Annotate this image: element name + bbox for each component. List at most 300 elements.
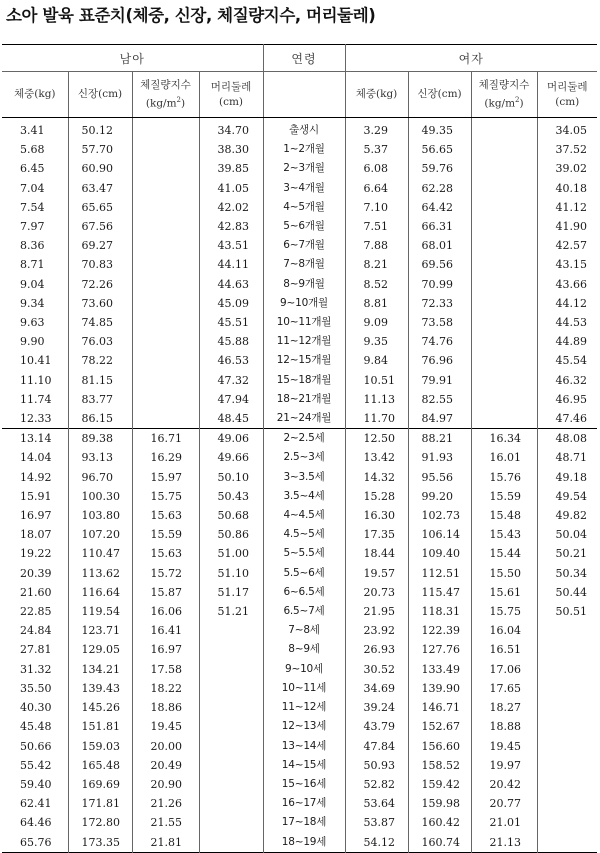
male-bmi-cell: 18.86 [132,698,199,717]
female-height-cell: 70.99 [408,275,471,294]
age-cell: 17~18세 [263,813,345,832]
male-weight-cell: 19.22 [2,544,68,563]
table-row [2,371,597,390]
male-weight-cell: 14.92 [2,468,68,487]
table-row [2,564,597,583]
female-height-cell: 109.40 [408,544,471,563]
female-height-cell: 112.51 [408,564,471,583]
table-row [2,313,597,332]
female-bmi-cell: 18.27 [471,698,537,717]
male-height-cell: 110.47 [68,544,132,563]
male-weight-cell: 3.41 [2,118,68,141]
male-weight-cell: 9.90 [2,332,68,351]
age-cell: 9~10개월 [263,294,345,313]
age-cell: 6~7개월 [263,236,345,255]
male-weight-cell: 27.81 [2,640,68,659]
female-weight-cell: 20.73 [345,583,408,602]
male-head-circumference-cell: 51.10 [199,564,263,583]
age-cell: 10~11세 [263,679,345,698]
male-height-cell: 81.15 [68,371,132,390]
male-weight-cell: 7.54 [2,198,68,217]
male-weight-cell: 13.14 [2,429,68,449]
female-bmi-cell: 15.75 [471,602,537,621]
table-row [2,140,597,159]
table-row [2,275,597,294]
male-weight-cell: 11.10 [2,371,68,390]
female-weight-cell: 16.30 [345,506,408,525]
female-weight-cell: 21.95 [345,602,408,621]
female-weight-cell: 18.44 [345,544,408,563]
male-bmi-cell [132,198,199,217]
female-height-cell: 82.55 [408,390,471,409]
female-head-circumference-cell [537,813,597,832]
age-cell: 11~12세 [263,698,345,717]
male-bmi-cell [132,390,199,409]
male-bmi-cell [132,371,199,390]
female-weight-cell: 47.84 [345,737,408,756]
female-head-circumference-cell: 43.15 [537,255,597,274]
male-height-cell: 134.21 [68,660,132,679]
male-weight-cell: 7.97 [2,217,68,236]
male-head-circumference-cell [199,756,263,775]
male-height-cell: 116.64 [68,583,132,602]
male-bmi-cell [132,159,199,178]
age-cell: 12~13세 [263,717,345,736]
female-bmi-cell: 19.45 [471,737,537,756]
table-row [2,583,597,602]
male-head-circumference-cell [199,794,263,813]
female-head-circumference-cell: 48.08 [537,429,597,449]
female-height-cell: 56.65 [408,140,471,159]
male-bmi-cell: 16.97 [132,640,199,659]
female-bmi-cell [471,118,537,141]
male-bmi-cell [132,275,199,294]
female-height-cell: 133.49 [408,660,471,679]
age-cell: 5.5~6세 [263,564,345,583]
male-bmi-cell: 16.29 [132,448,199,467]
male-head-circumference-cell [199,833,263,853]
female-weight-cell: 3.29 [345,118,408,141]
female-bmi-cell [471,371,537,390]
female-head-circumference-cell: 44.89 [537,332,597,351]
female-bmi-cell: 16.34 [471,429,537,449]
table-row [2,179,597,198]
female-height-cell: 69.56 [408,255,471,274]
female-height-cell: 160.74 [408,833,471,853]
table-row [2,640,597,659]
female-bmi-cell [471,236,537,255]
age-cell: 1~2개월 [263,140,345,159]
male-bmi-cell: 16.06 [132,602,199,621]
male-weight-cell: 10.41 [2,351,68,370]
female-head-circumference-cell [537,679,597,698]
female-weight-cell: 5.37 [345,140,408,159]
male-height-cell: 89.38 [68,429,132,449]
female-height-cell: 118.31 [408,602,471,621]
male-height-cell: 78.22 [68,351,132,370]
female-head-circumference-cell: 50.04 [537,525,597,544]
table-row [2,506,597,525]
male-bmi-cell: 15.59 [132,525,199,544]
male-head-circumference-cell [199,698,263,717]
male-height-cell: 69.27 [68,236,132,255]
female-bmi-cell [471,159,537,178]
female-bmi-cell: 15.50 [471,564,537,583]
male-bmi-cell: 21.81 [132,833,199,853]
female-height-cell: 76.96 [408,351,471,370]
table-row [2,679,597,698]
female-bmi-cell [471,409,537,429]
table-row [2,813,597,832]
male-height-cell: 60.90 [68,159,132,178]
age-cell: 18~21개월 [263,390,345,409]
female-bmi-cell: 15.48 [471,506,537,525]
female-weight-cell: 9.84 [345,351,408,370]
male-head-circumference-cell: 39.85 [199,159,263,178]
female-height-cell: 160.42 [408,813,471,832]
male-bmi-cell: 15.63 [132,506,199,525]
age-cell: 4~4.5세 [263,506,345,525]
age-cell: 7~8세 [263,621,345,640]
female-weight-cell: 6.08 [345,159,408,178]
female-bmi-cell [471,217,537,236]
age-cell: 18~19세 [263,833,345,853]
male-height-cell: 169.69 [68,775,132,794]
female-height-cell: 84.97 [408,409,471,429]
age-cell: 21~24개월 [263,409,345,429]
table-row [2,468,597,487]
female-bmi-cell: 15.59 [471,487,537,506]
table-row [2,660,597,679]
male-height-cell: 70.83 [68,255,132,274]
table-row [2,236,597,255]
male-bmi-cell [132,118,199,141]
male-weight-cell: 15.91 [2,487,68,506]
female-head-circumference-cell [537,756,597,775]
age-cell: 2~2.5세 [263,429,345,449]
table-row [2,487,597,506]
female-height-cell: 115.47 [408,583,471,602]
male-head-circumference-cell [199,679,263,698]
age-cell: 3.5~4세 [263,487,345,506]
male-height-cell: 57.70 [68,140,132,159]
female-height-cell: 88.21 [408,429,471,449]
male-weight-cell: 22.85 [2,602,68,621]
female-head-circumference-cell: 44.12 [537,294,597,313]
male-head-circumference-cell: 51.21 [199,602,263,621]
table-row [2,448,597,467]
female-head-circumference-cell: 49.18 [537,468,597,487]
male-weight-cell: 9.04 [2,275,68,294]
male-bmi-cell: 19.45 [132,717,199,736]
female-head-circumference-cell [537,775,597,794]
male-height-cell: 113.62 [68,564,132,583]
male-weight-cell: 8.71 [2,255,68,274]
female-head-circumference-cell: 40.18 [537,179,597,198]
male-bmi-cell [132,217,199,236]
male-head-circumference-cell: 49.06 [199,429,263,449]
female-bmi-cell: 15.61 [471,583,537,602]
male-bmi-cell: 16.71 [132,429,199,449]
male-head-circumference-cell [199,640,263,659]
growth-standards-table [2,44,597,853]
male-weight-cell: 8.36 [2,236,68,255]
male-head-circumference-cell: 51.00 [199,544,263,563]
male-height-cell: 173.35 [68,833,132,853]
female-bmi-cell [471,294,537,313]
female-bmi-cell [471,390,537,409]
male-weight-cell: 9.34 [2,294,68,313]
female-head-circumference-cell: 43.66 [537,275,597,294]
male-head-circumference-cell: 43.51 [199,236,263,255]
age-cell: 3~3.5세 [263,468,345,487]
male-height-cell: 165.48 [68,756,132,775]
female-head-circumference-cell [537,640,597,659]
male-height-cell: 67.56 [68,217,132,236]
male-height-cell: 73.60 [68,294,132,313]
age-cell: 8~9세 [263,640,345,659]
female-bmi-cell: 16.01 [471,448,537,467]
female-bmi-cell [471,198,537,217]
table-row [2,409,597,429]
age-cell: 출생시 [263,118,345,141]
female-weight-cell: 7.51 [345,217,408,236]
male-bmi-cell: 20.90 [132,775,199,794]
female-height-cell: 159.42 [408,775,471,794]
female-head-circumference-cell: 44.53 [537,313,597,332]
female-height-cell: 49.35 [408,118,471,141]
female-bmi-cell [471,351,537,370]
age-cell: 6~6.5세 [263,583,345,602]
female-bmi-cell: 21.01 [471,813,537,832]
male-bmi-cell [132,255,199,274]
male-bmi-cell: 15.63 [132,544,199,563]
female-weight-cell: 12.50 [345,429,408,449]
male-weight-cell: 45.48 [2,717,68,736]
male-bmi-cell: 21.26 [132,794,199,813]
female-weight-cell: 14.32 [345,468,408,487]
table-row [2,756,597,775]
female-height-cell: 139.90 [408,679,471,698]
female-bmi-cell: 15.44 [471,544,537,563]
female-weight-cell: 53.87 [345,813,408,832]
male-head-circumference-header: 머리둘레 (cm) [199,72,263,118]
female-weight-cell: 10.51 [345,371,408,390]
male-weight-cell: 21.60 [2,583,68,602]
male-height-cell: 123.71 [68,621,132,640]
age-cell: 2~3개월 [263,159,345,178]
male-weight-cell: 31.32 [2,660,68,679]
table-row [2,294,597,313]
female-height-cell: 72.33 [408,294,471,313]
age-cell: 5~5.5세 [263,544,345,563]
male-bmi-cell: 17.58 [132,660,199,679]
male-head-circumference-cell: 45.09 [199,294,263,313]
female-head-circumference-cell: 50.21 [537,544,597,563]
table-row [2,217,597,236]
male-group-header: 남아 [2,45,263,72]
female-height-cell: 95.56 [408,468,471,487]
male-bmi-cell: 20.49 [132,756,199,775]
male-head-circumference-cell: 38.30 [199,140,263,159]
female-bmi-cell: 15.76 [471,468,537,487]
table-row [2,621,597,640]
table-row [2,602,597,621]
age-cell: 16~17세 [263,794,345,813]
female-height-header: 신장(cm) [408,72,471,118]
age-cell: 9~10세 [263,660,345,679]
male-weight-cell: 6.45 [2,159,68,178]
female-head-circumference-cell [537,621,597,640]
female-height-cell: 91.93 [408,448,471,467]
male-weight-cell: 5.68 [2,140,68,159]
female-weight-cell: 7.10 [345,198,408,217]
male-bmi-cell: 16.41 [132,621,199,640]
female-weight-header: 체중(kg) [345,72,408,118]
table-row [2,198,597,217]
female-head-circumference-header: 머리둘레 (cm) [537,72,597,118]
table-row [2,332,597,351]
male-head-circumference-cell: 47.32 [199,371,263,390]
female-height-cell: 146.71 [408,698,471,717]
female-height-cell: 127.76 [408,640,471,659]
age-cell: 6.5~7세 [263,602,345,621]
table-row [2,737,597,756]
male-height-cell: 139.43 [68,679,132,698]
male-bmi-cell [132,351,199,370]
female-head-circumference-cell: 50.34 [537,564,597,583]
female-height-cell: 73.58 [408,313,471,332]
age-cell: 2.5~3세 [263,448,345,467]
male-head-circumference-cell [199,621,263,640]
female-height-cell: 59.76 [408,159,471,178]
male-height-cell: 96.70 [68,468,132,487]
age-cell: 5~6개월 [263,217,345,236]
female-weight-cell: 15.28 [345,487,408,506]
male-height-cell: 100.30 [68,487,132,506]
age-header-empty [263,72,345,118]
female-head-circumference-cell: 41.90 [537,217,597,236]
female-bmi-cell [471,140,537,159]
male-height-cell: 50.12 [68,118,132,141]
female-bmi-cell: 21.13 [471,833,537,853]
female-head-circumference-cell [537,660,597,679]
female-head-circumference-cell: 42.57 [537,236,597,255]
female-weight-cell: 39.24 [345,698,408,717]
male-head-circumference-cell [199,717,263,736]
female-height-cell: 156.60 [408,737,471,756]
female-height-cell: 159.98 [408,794,471,813]
male-head-circumference-cell: 42.83 [199,217,263,236]
female-height-cell: 68.01 [408,236,471,255]
male-bmi-cell [132,313,199,332]
female-weight-cell: 8.21 [345,255,408,274]
male-weight-cell: 35.50 [2,679,68,698]
male-weight-cell: 16.97 [2,506,68,525]
male-height-cell: 172.80 [68,813,132,832]
female-height-cell: 62.28 [408,179,471,198]
female-weight-cell: 26.93 [345,640,408,659]
table-row [2,118,597,141]
male-weight-cell: 11.74 [2,390,68,409]
female-bmi-cell [471,332,537,351]
female-height-cell: 152.67 [408,717,471,736]
female-weight-cell: 30.52 [345,660,408,679]
male-weight-cell: 55.42 [2,756,68,775]
male-bmi-cell: 15.72 [132,564,199,583]
male-bmi-cell [132,409,199,429]
female-weight-cell: 13.42 [345,448,408,467]
male-head-circumference-cell: 45.88 [199,332,263,351]
female-weight-cell: 7.88 [345,236,408,255]
male-head-circumference-cell: 50.10 [199,468,263,487]
male-height-cell: 119.54 [68,602,132,621]
female-bmi-cell: 20.77 [471,794,537,813]
male-weight-cell: 7.04 [2,179,68,198]
age-cell: 3~4개월 [263,179,345,198]
female-bmi-cell: 17.06 [471,660,537,679]
female-bmi-header: 체질량지수 $(kg/m^2)$ [471,72,537,118]
male-height-cell: 83.77 [68,390,132,409]
female-height-cell: 64.42 [408,198,471,217]
female-weight-cell: 54.12 [345,833,408,853]
male-weight-cell: 65.76 [2,833,68,853]
male-bmi-cell [132,179,199,198]
male-head-circumference-cell: 41.05 [199,179,263,198]
male-head-circumference-cell: 49.66 [199,448,263,467]
female-head-circumference-cell: 37.52 [537,140,597,159]
age-cell: 15~16세 [263,775,345,794]
table-row [2,390,597,409]
male-height-cell: 86.15 [68,409,132,429]
male-head-circumference-cell: 46.53 [199,351,263,370]
male-bmi-cell [132,294,199,313]
male-height-cell: 145.26 [68,698,132,717]
table-row [2,698,597,717]
female-head-circumference-cell: 39.02 [537,159,597,178]
male-head-circumference-cell [199,813,263,832]
male-weight-cell: 14.04 [2,448,68,467]
female-head-circumference-cell: 48.71 [537,448,597,467]
table-row [2,351,597,370]
female-weight-cell: 11.70 [345,409,408,429]
table-row [2,544,597,563]
female-weight-cell: 6.64 [345,179,408,198]
female-weight-cell: 9.09 [345,313,408,332]
male-height-cell: 76.03 [68,332,132,351]
female-head-circumference-cell: 47.46 [537,409,597,429]
female-height-cell: 102.73 [408,506,471,525]
male-height-cell: 74.85 [68,313,132,332]
female-head-circumference-cell: 45.54 [537,351,597,370]
male-head-circumference-cell [199,775,263,794]
female-weight-cell: 8.81 [345,294,408,313]
female-bmi-cell [471,313,537,332]
age-cell: 12~15개월 [263,351,345,370]
female-head-circumference-cell: 50.51 [537,602,597,621]
male-head-circumference-cell: 50.86 [199,525,263,544]
female-head-circumference-cell [537,794,597,813]
male-height-cell: 63.47 [68,179,132,198]
female-weight-cell: 9.35 [345,332,408,351]
female-head-circumference-cell [537,833,597,853]
female-height-cell: 106.14 [408,525,471,544]
male-head-circumference-cell [199,660,263,679]
female-weight-cell: 34.69 [345,679,408,698]
female-weight-cell: 50.93 [345,756,408,775]
age-cell: 7~8개월 [263,255,345,274]
female-head-circumference-cell: 49.82 [537,506,597,525]
